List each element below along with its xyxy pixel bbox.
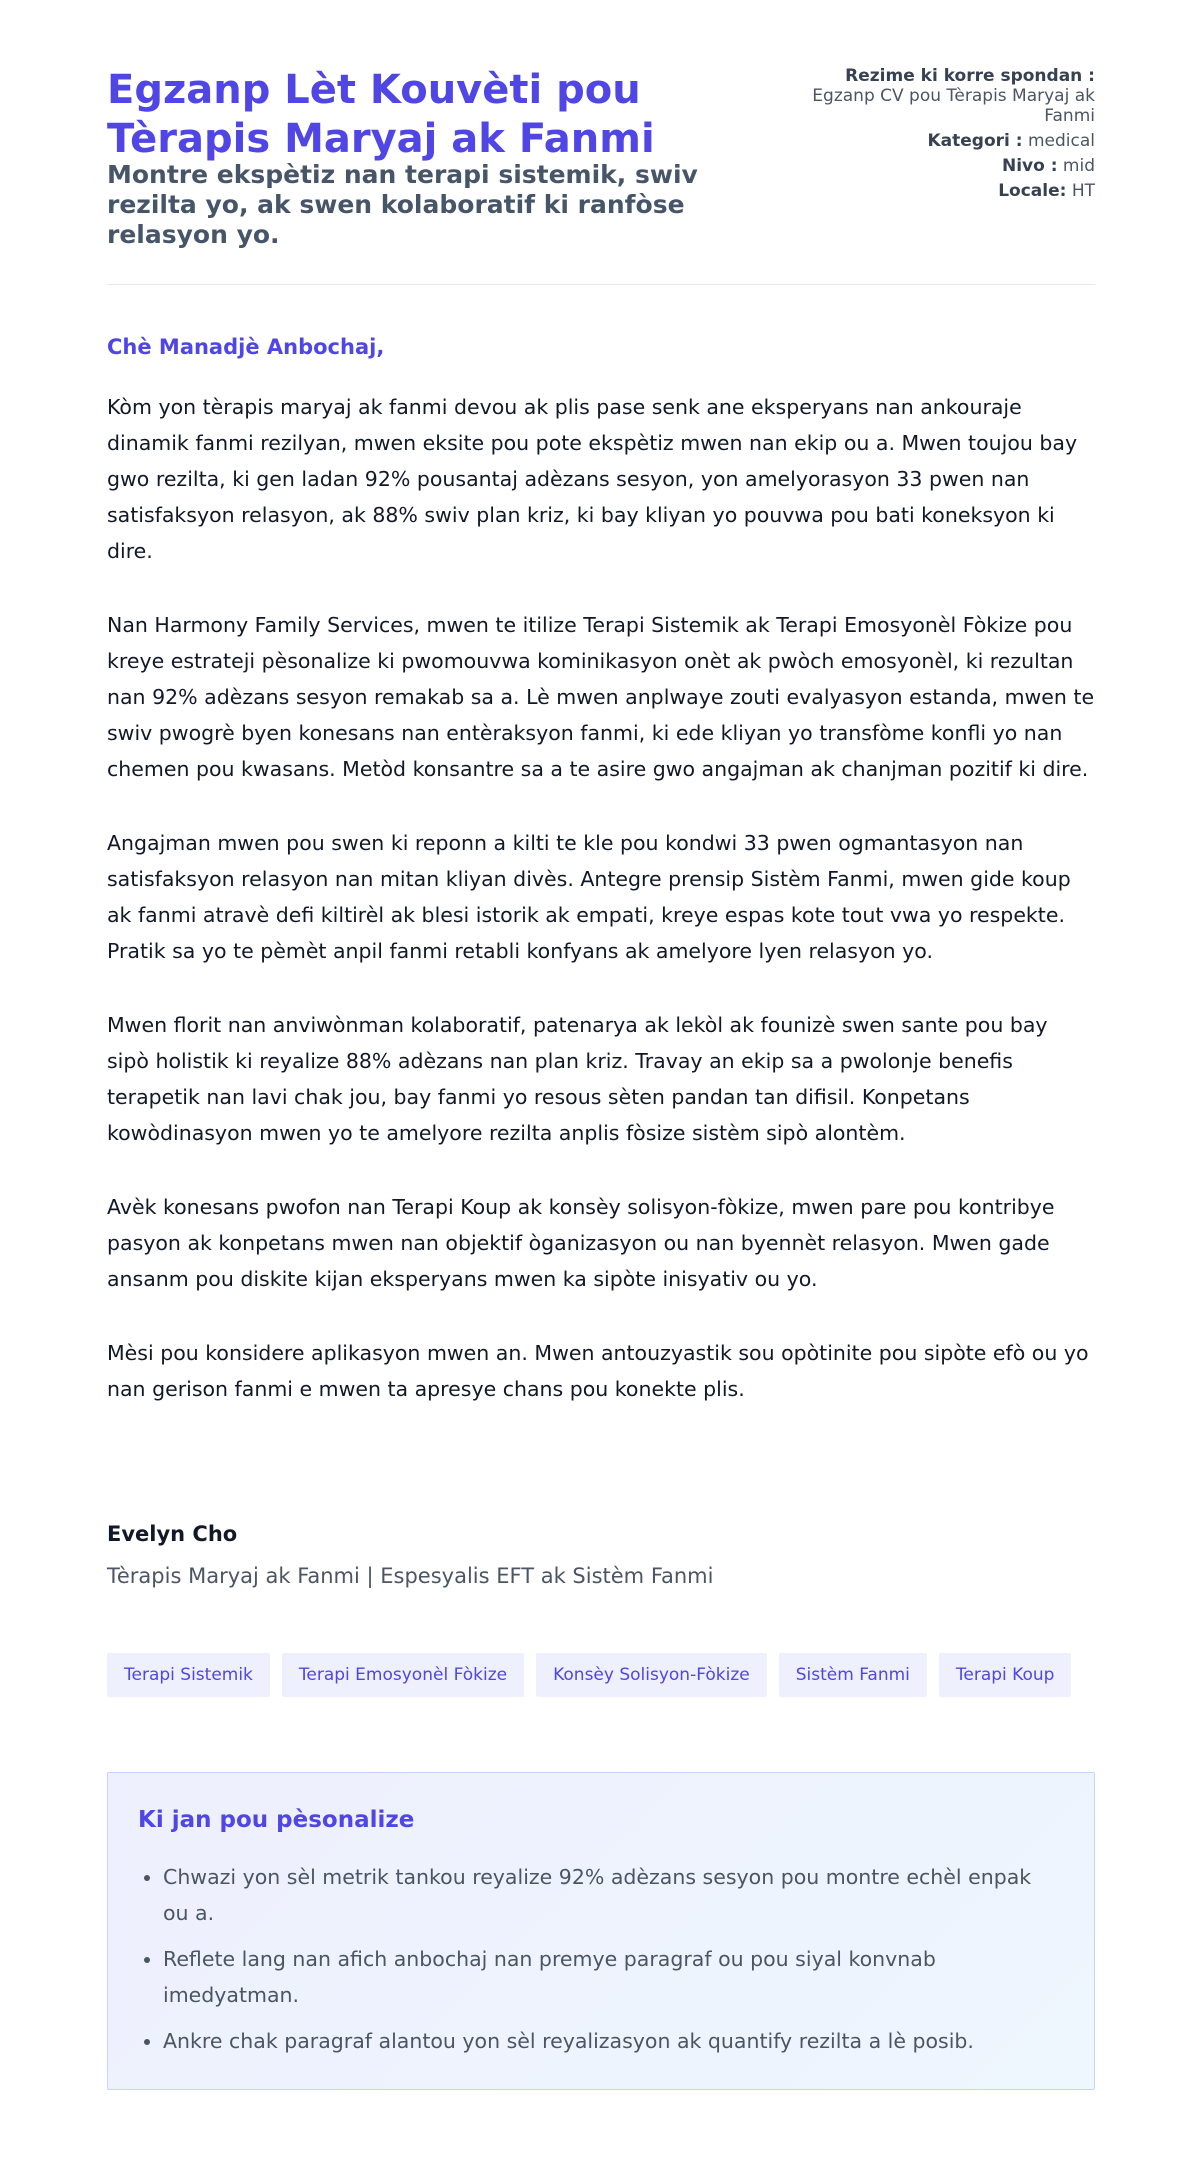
letter-paragraph: Mwen florit nan anviwònman kolaboratif, patenarya ak lekòl ak founizè swen sante pou bay sipò holistik ki reyalize 88% adèzans nan plan kriz. Travay an ekip sa a pwolonje benefis terapetik nan lavi chak jou, bay fanmi yo resous sèten pandan tan difisil. Konpetans kowòdinasyon mwen yo te amelyore rezilta anplis fòsize sistèm sipò alontèm. [107,1013,1048,1145]
meta-locale-value: HT [1071,181,1095,201]
skill-tag: Sistèm Fanmi [779,1653,927,1697]
meta-summary-value: Egzanp CV pou Tèrapis Maryaj ak Fanmi [812,86,1095,126]
letter-paragraph: Kòm yon tèrapis maryaj ak fanmi devou ak plis pase senk ane eksperyans nan ankouraje dinamik fanmi rezilyan, mwen eksite pou pote ekspètiz mwen nan ekip ou a. Mwen toujou bay gwo rezilta, ki gen ladan 92% pousantaj adèzans sesyon, yon amelyorasyon 33 pwen nan satisfaksyon relasyon, ak 88% swiv plan kriz, ki bay kliyan yo pouvwa pou bati koneksyon ki dire. [107,395,1078,563]
skill-tags [107,1653,1071,1697]
meta-summary-label: Rezime ki korre spondan : [845,66,1095,86]
tips-list-item: • Ankre chak paragraf alantou yon sèl reyalizasyon ak quantify rezilta a lè posib. [163,2023,1063,2059]
page-title: Egzanp Lèt Kouvèti pou Tèrapis Maryaj ak Fanmi [107,67,655,162]
letter-body [107,389,1095,1445]
meta-category [765,131,1095,151]
meta-level [765,156,1095,176]
tips-list-item: • Chwazi yon sèl metrik tankou reyalize 92% adèzans sesyon pou montre echèl enpak ou a. [163,1859,1063,1931]
page-subtitle: Montre ekspètiz nan terapi sistemik, swiv rezilta yo, ak swen kolaboratif ki ranfòse relasyon yo. [107,160,698,249]
letter-paragraph: Nan Harmony Family Services, mwen te itilize Terapi Sistemik ak Terapi Emosyonèl Fòkize pou kreye estrateji pèsonalize ki pwomouvwa kominikasyon onèt ak pwòch emosyonèl, ki rezultan nan 92% adèzans sesyon remakab sa a. Lè mwen anplwaye zouti evalyasyon estanda, mwen te swiv pwogrè byen konesans nan entèraksyon fanmi, ki ede kliyan yo transfòme konfli yo nan chemen pou kwasans. Metòd konsantre sa a te asire gwo angajman ak chanjman pozitif ki dire. [107,613,1095,781]
tips-list [163,1859,1063,2069]
header-divider [107,284,1095,285]
skill-tag: Terapi Emosyonèl Fòkize [282,1653,524,1697]
meta-panel [765,66,1095,206]
letter-paragraph: Avèk konesans pwofon nan Terapi Koup ak konsèy solisyon-fòkize, mwen pare pou kontribye pasyon ak konpetans mwen nan objektif òganizasyon ou nan byennèt relasyon. Mwen gade ansanm pou diskite kijan eksperyans mwen ka sipòte inisyativ ou yo. [107,1195,1055,1291]
meta-category-value: medical [1027,131,1095,151]
meta-locale [765,181,1095,201]
tips-title: Ki jan pou pèsonalize [138,1807,415,1833]
meta-category-label: Kategori : [927,131,1023,151]
customization-tips-box [107,1772,1095,2090]
letter-greeting: Chè Manadjè Anbochaj, [107,335,385,359]
skill-tag: Konsèy Solisyon-Fòkize [536,1653,767,1697]
meta-summary [765,66,1095,126]
signature-title: Tèrapis Maryaj ak Fanmi | Espesyalis EFT ak Sistèm Fanmi [107,1564,714,1588]
document-header [107,66,1095,284]
signature-name: Evelyn Cho [107,1522,238,1546]
skill-tag: Terapi Koup [939,1653,1072,1697]
letter-paragraph: Mèsi pou konsidere aplikasyon mwen an. Mwen antouzyastik sou opòtinite pou sipòte efò ou yo nan gerison fanmi e mwen ta apresye chans pou konekte plis. [107,1341,1089,1401]
tips-list-item: • Reflete lang nan afich anbochaj nan premye paragraf ou pou siyal konvnab imedyatman. [163,1941,1063,2013]
meta-level-value: mid [1062,156,1095,176]
letter-paragraph: Angajman mwen pou swen ki reponn a kilti te kle pou kondwi 33 pwen ogmantasyon nan satisfaksyon relasyon nan mitan kliyan divès. Antegre prensip Sistèm Fanmi, mwen gide koup ak fanmi atravè defi kiltirèl ak blesi istorik ak empati, kreye espas kote tout vwa yo respekte. Pratik sa yo te pèmèt anpil fanmi retabli konfyans ak amelyore lyen relasyon yo. [107,831,1071,963]
skill-tag: Terapi Sistemik [107,1653,270,1697]
meta-level-label: Nivo : [1001,156,1058,176]
meta-locale-label: Locale: [998,181,1067,201]
